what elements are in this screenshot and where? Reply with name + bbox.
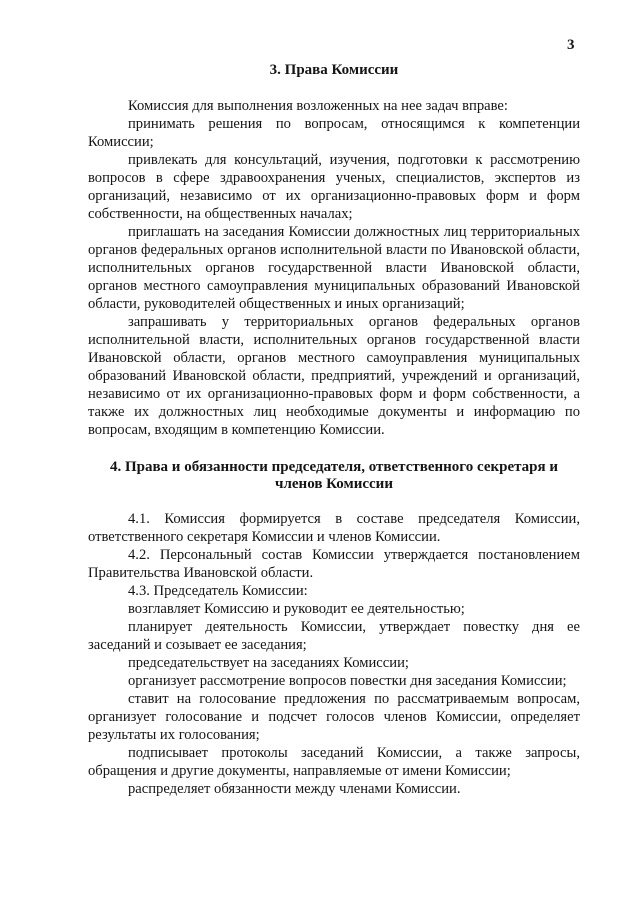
section-4-paragraph: 4.2. Персональный состав Комиссии утверждается постановлением Правительства Ивановской области. [88, 547, 580, 581]
section-4-paragraph: 4.1. Комиссия формируется в составе председателя Комиссии, ответственного секретаря Комиссии и членов Комиссии. [88, 511, 580, 545]
section-4-body [88, 510, 580, 798]
section-4-paragraph: планирует деятельность Комиссии, утверждает повестку дня ее заседаний и созывает ее заседания; [88, 619, 580, 653]
page-number: 3 [567, 37, 575, 53]
section-3-paragraph: приглашать на заседания Комиссии должностных лиц территориальных органов федеральных органов исполнительной власти по Ивановской области, исполнительных органов государственной власти Ивановской области, органов местного самоуправления муниципальных образований Ивановской области, руководителей общественных и иных организаций; [88, 224, 580, 312]
section-4-heading: 4. Права и обязанности председателя, ответственного секретаря и членов Комиссии [109, 459, 559, 492]
section-4-paragraph: распределяет обязанности между членами Комиссии. [128, 781, 461, 797]
section-4-paragraph: возглавляет Комиссию и руководит ее деятельностью; [128, 601, 465, 617]
section-3-heading: 3. Права Комиссии [269, 62, 399, 78]
section-3-paragraph: привлекать для консультаций, изучения, подготовки к рассмотрению вопросов в сфере здравоохранения ученых, специалистов, экспертов из организаций, независимо от их организационно-правовых форм и форм собственности, на общественных началах; [88, 152, 580, 222]
section-4-paragraph: ставит на голосование предложения по рассматриваемым вопросам, организует голосование и подсчет голосов членов Комиссии, определяет результаты их голосования; [88, 691, 580, 743]
section-4-paragraph: председательствует на заседаниях Комиссии; [128, 655, 409, 671]
section-3-body [88, 97, 580, 439]
section-4-paragraph: организует рассмотрение вопросов повестки дня заседания Комиссии; [128, 673, 567, 689]
section-4-paragraph: подписывает протоколы заседаний Комиссии, а также запросы, обращения и другие документы, направляемые от имени Комиссии; [88, 745, 580, 779]
section-4-paragraph: 4.3. Председатель Комиссии: [128, 583, 308, 599]
section-3-paragraph: принимать решения по вопросам, относящимся к компетенции Комиссии; [88, 116, 580, 150]
section-3-paragraph: запрашивать у территориальных органов федеральных органов исполнительной власти, исполнительных органов государственной власти Ивановской области, органов местного самоуправления муниципальных образований Ивановской области, предприятий, учреждений и организаций, независимо от их организационно-правовых форм и форм собственности, а также их должностных лиц необходимые документы и информацию по вопросам, входящим в компетенцию Комиссии. [88, 314, 580, 438]
section-3-paragraph: Комиссия для выполнения возложенных на нее задач вправе: [128, 98, 508, 114]
